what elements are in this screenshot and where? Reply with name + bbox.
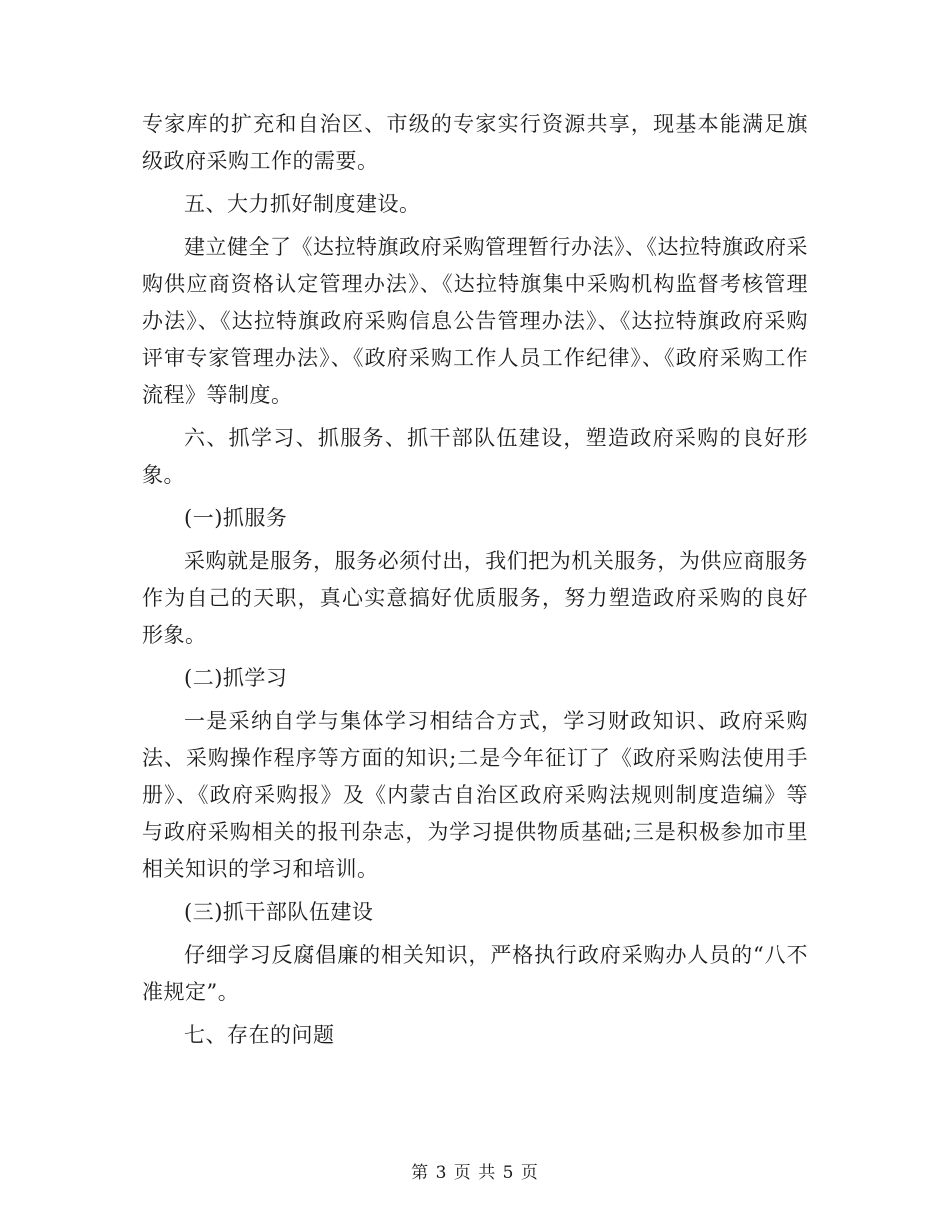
subheading-team-building: (三)抓干部队伍建设 — [184, 900, 374, 924]
heading-section-seven: 七、存在的问题 — [184, 1023, 335, 1047]
subheading-study: (二)抓学习 — [184, 666, 288, 690]
document-page — [142, 106, 808, 1060]
paragraph-service: 采购就是服务，服务必须付出，我们把为机关服务，为供应商服务作为自己的天职，真心实意搞好优质服务，努力塑造政府采购的良好形象。 — [142, 549, 808, 647]
paragraph-team-building: 仔细学习反腐倡廉的相关知识，严格执行政府采购办人员的“八不准规定”。 — [142, 943, 808, 1004]
heading-section-five: 五、大力抓好制度建设。 — [184, 192, 421, 216]
paragraph-regulations: 建立健全了《达拉特旗政府采购管理暂行办法》、《达拉特旗政府采购供应商资格认定管理办法》、《达拉特旗集中采购机构监督考核管理办法》、《达拉特旗政府采购信息公告管理办法》、《达拉特旗政府采购评审专家管理办法》、《政府采购工作人员工作纪律》、《政府采购工作流程》等制度。 — [142, 235, 808, 407]
page-number-footer: 第 3 页 共 5 页 — [411, 1163, 539, 1183]
subheading-service: (一)抓服务 — [184, 506, 288, 530]
paragraph-expert-pool: 专家库的扩充和自治区、市级的专家实行资源共享，现基本能满足旗级政府采购工作的需要。 — [142, 112, 808, 173]
heading-section-six: 六、抓学习、抓服务、抓干部队伍建设，塑造政府采购的良好形象。 — [142, 426, 808, 487]
paragraph-study: 一是采纳自学与集体学习相结合方式，学习财政知识、政府采购法、采购操作程序等方面的知识;二是今年征订了《政府采购法使用手册》、《政府采购报》及《内蒙古自治区政府采购法规则制度造编》等与政府采购相关的报刊杂志，为学习提供物质基础;三是积极参加市里相关知识的学习和培训。 — [142, 709, 808, 881]
